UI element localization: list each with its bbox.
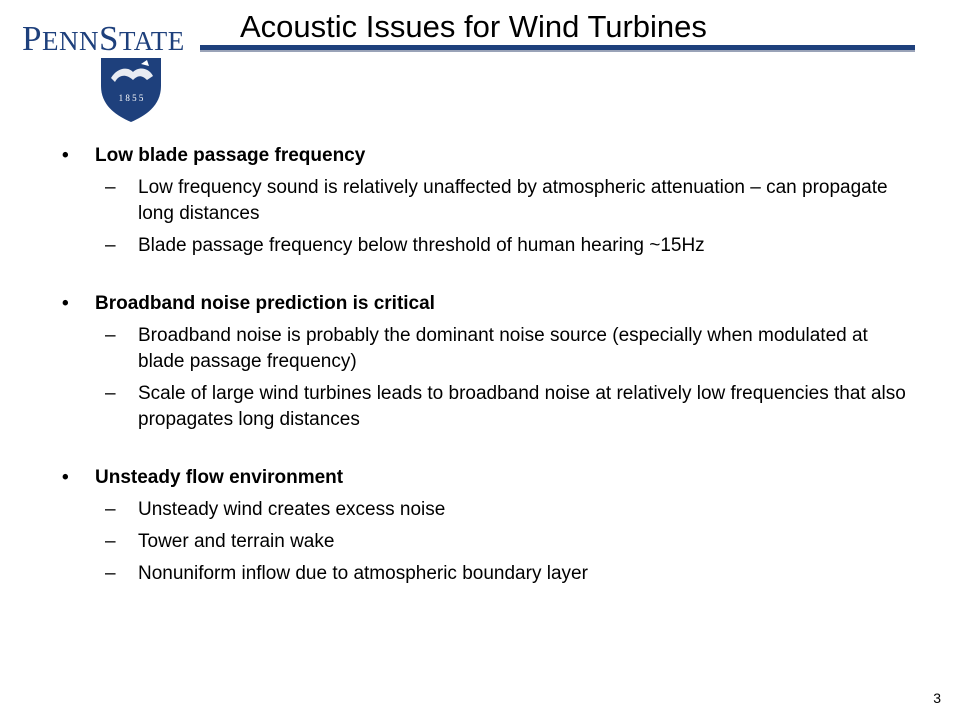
dash-glyph: – xyxy=(105,499,116,520)
pennstate-wordmark: PENNSTATE xyxy=(22,19,185,58)
dash-glyph: – xyxy=(105,235,116,256)
bullet-section xyxy=(62,291,912,433)
bullet-glyph: • xyxy=(62,467,69,488)
bullet-heading: • Broadband noise prediction is critical xyxy=(62,291,912,317)
sub-bullet: – Low frequency sound is relatively unaffected by atmospheric attenuation – can propagate long distances xyxy=(105,177,888,224)
slide-content xyxy=(62,143,912,619)
sub-bullet: – Tower and terrain wake xyxy=(105,529,912,555)
bullet-section xyxy=(62,465,912,587)
bullet-heading: • Unsteady flow environment xyxy=(62,465,912,491)
dash-glyph: – xyxy=(105,531,116,552)
sub-bullet: – Scale of large wind turbines leads to broadband noise at relatively low frequencies that also propagates long distances xyxy=(105,383,906,430)
dash-glyph: – xyxy=(105,325,116,346)
bullet-glyph: • xyxy=(62,293,69,314)
bullet-glyph: • xyxy=(62,145,69,166)
bullet-section xyxy=(62,143,912,259)
sub-bullet: – Unsteady wind creates excess noise xyxy=(105,497,912,523)
sub-bullet: – Blade passage frequency below threshold of human hearing ~15Hz xyxy=(105,233,912,259)
shield-icon xyxy=(97,56,165,124)
sub-bullet: – Broadband noise is probably the dominant noise source (especially when modulated at blade passage frequency) xyxy=(105,325,868,372)
shield-year: 1 8 5 5 xyxy=(118,93,144,103)
pennstate-logo xyxy=(12,8,202,120)
title-underline-shadow xyxy=(200,50,915,52)
dash-glyph: – xyxy=(105,563,116,584)
sub-bullet: – Nonuniform inflow due to atmospheric boundary layer xyxy=(105,561,912,587)
page-number: 3 xyxy=(933,690,941,706)
dash-glyph: – xyxy=(105,177,116,198)
dash-glyph: – xyxy=(105,383,116,404)
bullet-heading: • Low blade passage frequency xyxy=(62,143,912,169)
slide-title: Acoustic Issues for Wind Turbines xyxy=(240,9,707,44)
